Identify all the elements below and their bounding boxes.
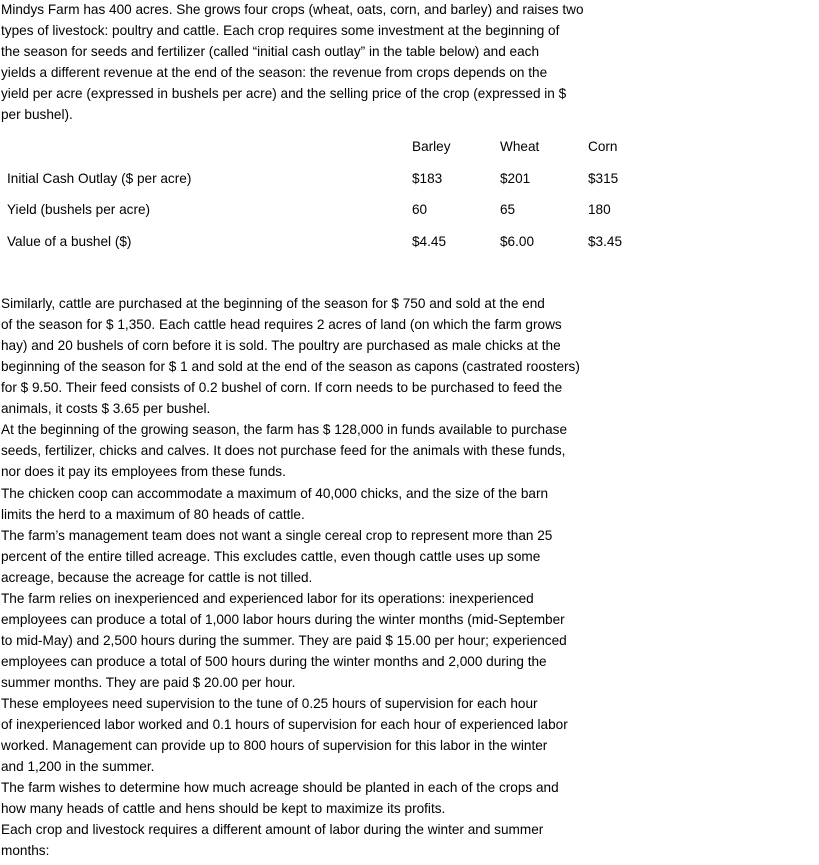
intro-line: the season for seeds and fertilizer (called “initial cash outlay” in the table below) and each: [1, 44, 540, 59]
intro-line: types of livestock: poultry and cattle. Each crop requires some investment at the beginning of: [1, 23, 560, 38]
body-line: These employees need supervision to the tune of 0.25 hours of supervision for each hour: [1, 696, 538, 711]
body-line: The farm wishes to determine how much acreage should be planted in each of the crops and: [1, 780, 559, 795]
table-cell: $4.45: [412, 234, 447, 249]
row-label: Yield (bushels per acre): [7, 202, 151, 217]
body-line: summer months. They are paid $ 20.00 per hour.: [1, 675, 296, 690]
body-line: The chicken coop can accommodate a maximum of 40,000 chicks, and the size of the barn: [1, 486, 549, 501]
table-cell: 60: [412, 202, 428, 217]
body-line: nor does it pay its employees from these funds.: [1, 464, 286, 479]
column-header-wheat: Wheat: [500, 139, 540, 154]
body-line: The farm’s management team does not want a single cereal crop to represent more than 25: [1, 528, 553, 543]
body-line: Similarly, cattle are purchased at the beginning of the season for $ 750 and sold at the end: [1, 296, 545, 311]
body-line: hay) and 20 bushels of corn before it is sold. The poultry are purchased as male chicks at the: [1, 338, 561, 353]
intro-line: yield per acre (expressed in bushels per acre) and the selling price of the crop (expressed in $: [1, 86, 567, 101]
table-cell: $183: [412, 171, 443, 186]
row-label: Initial Cash Outlay ($ per acre): [7, 171, 192, 186]
body-line: of inexperienced labor worked and 0.1 hours of supervision for each hour of experienced labor: [1, 717, 568, 732]
body-line: and 1,200 in the summer.: [1, 759, 155, 774]
body-line: employees can produce a total of 1,000 labor hours during the winter months (mid-September: [1, 612, 565, 627]
table-cell: $6.00: [500, 234, 535, 249]
body-line: how many heads of cattle and hens should be kept to maximize its profits.: [1, 801, 446, 816]
table-cell: $3.45: [588, 234, 623, 249]
body-line: acreage, because the acreage for cattle is not tilled.: [1, 570, 313, 585]
body-line: At the beginning of the growing season, the farm has $ 128,000 in funds available to purchase: [1, 422, 568, 437]
body-line: beginning of the season for $ 1 and sold at the end of the season as capons (castrated roosters): [1, 359, 580, 374]
row-label: Value of a bushel ($): [7, 234, 132, 249]
body-line: worked. Management can provide up to 800 hours of supervision for this labor in the winter: [1, 738, 548, 753]
body-line: of the season for $ 1,350. Each cattle head requires 2 acres of land (on which the farm grows: [1, 317, 562, 332]
intro-line: Mindys Farm has 400 acres. She grows four crops (wheat, oats, corn, and barley) and raises two: [1, 2, 584, 17]
body-line: Each crop and livestock requires a different amount of labor during the winter and summer: [1, 822, 544, 837]
body-line: The farm relies on inexperienced and experienced labor for its operations: inexperienced: [1, 591, 534, 606]
body-line: employees can produce a total of 500 hours during the winter months and 2,000 during the: [1, 654, 547, 669]
intro-line: yields a different revenue at the end of the season: the revenue from crops depends on the: [1, 65, 548, 80]
intro-line: per bushel).: [1, 107, 73, 122]
body-line: for $ 9.50. Their feed consists of 0.2 bushel of corn. If corn needs to be purchased to feed the: [1, 380, 563, 395]
body-line: animals, it costs $ 3.65 per bushel.: [1, 401, 211, 416]
table-cell: $201: [500, 171, 531, 186]
column-header-corn: Corn: [588, 139, 618, 154]
table-cell: 180: [588, 202, 611, 217]
body-line: seeds, fertilizer, chicks and calves. It does not purchase feed for the animals with these funds,: [1, 443, 566, 458]
table-cell: 65: [500, 202, 516, 217]
body-line: to mid-May) and 2,500 hours during the summer. They are paid $ 15.00 per hour; experienced: [1, 633, 567, 648]
body-line: limits the herd to a maximum of 80 heads of cattle.: [1, 507, 305, 522]
body-line: percent of the entire tilled acreage. This excludes cattle, even though cattle uses up some: [1, 549, 541, 564]
body-line: months:: [1, 843, 50, 858]
column-header-barley: Barley: [412, 139, 451, 154]
table-cell: $315: [588, 171, 619, 186]
